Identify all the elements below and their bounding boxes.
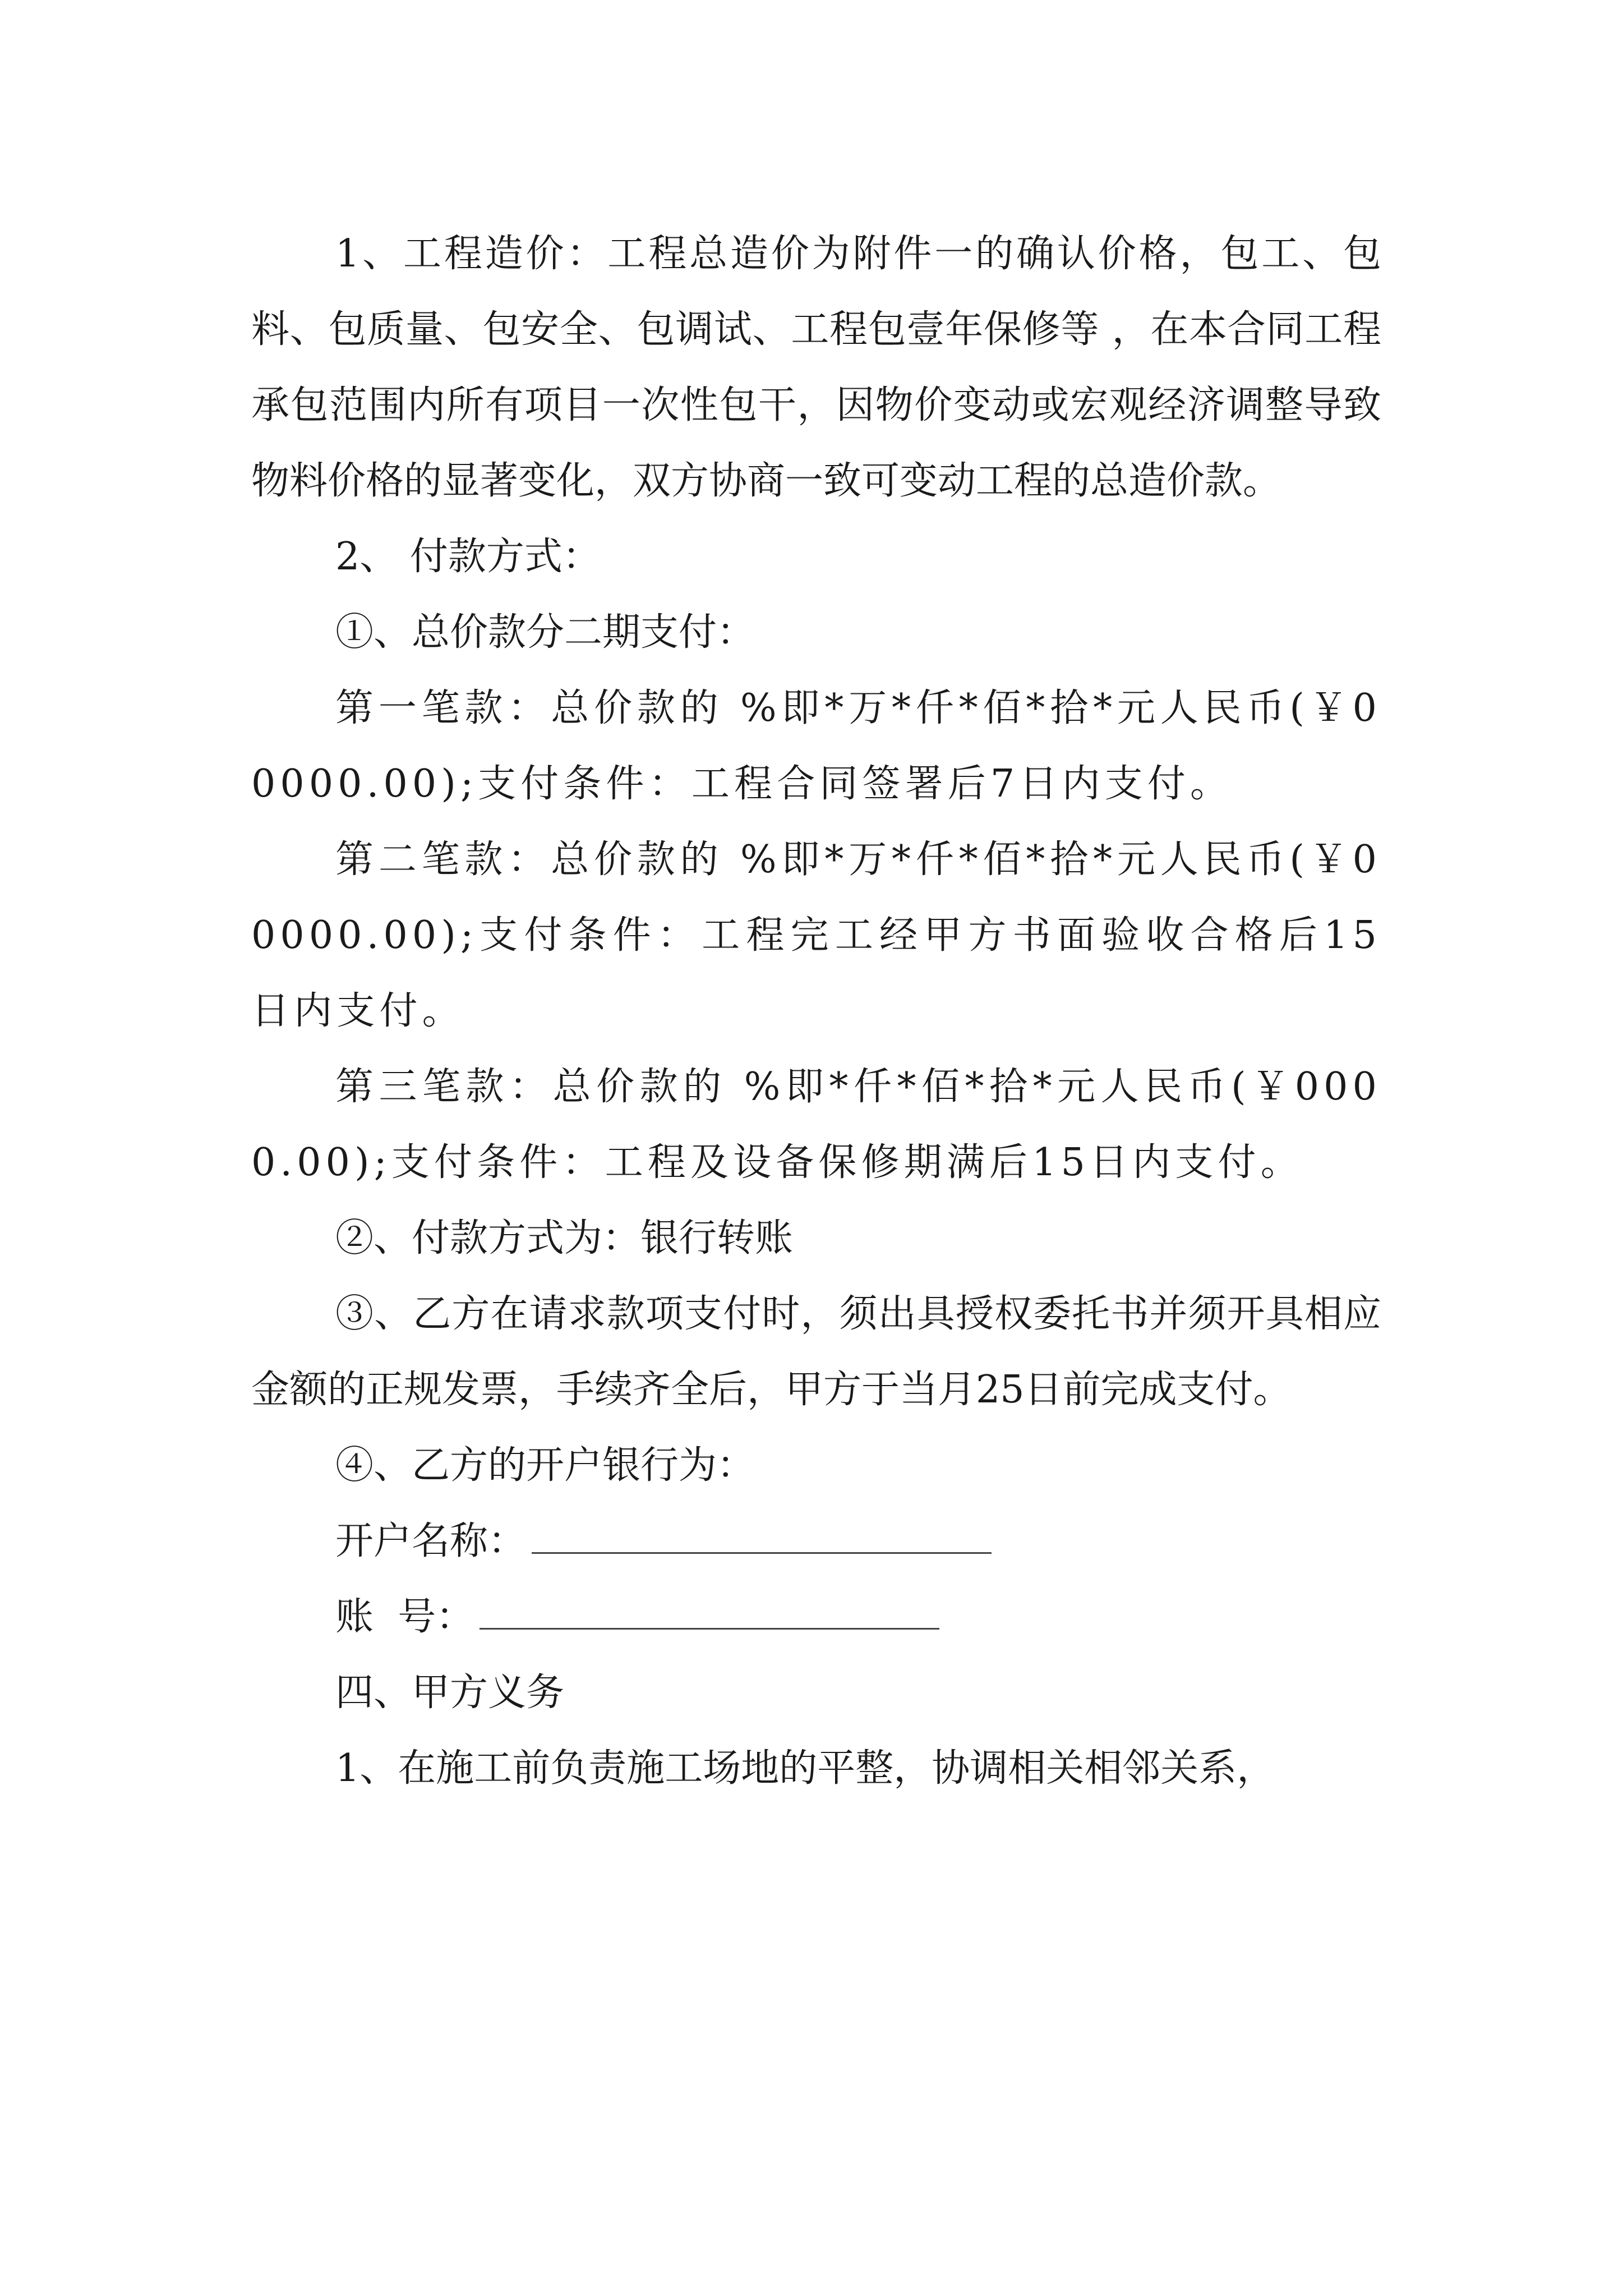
paragraph-second-payment: 第二笔款：总价款的 %即*万*仟*佰*拾*元人民币(￥00000.00);支付条件：工程完工经甲方书面验收合格后15日内支付。 (251, 838, 1381, 1033)
paragraph-transfer-method: ②、付款方式为：银行转账 (335, 1216, 794, 1260)
document-body (251, 216, 1381, 1806)
paragraph-payment-method-heading: 2、 付款方式： (335, 535, 601, 579)
section-heading-party-a-obligations: 四、甲方义务 (335, 1671, 565, 1715)
account-name-label: 开户名称： (335, 1519, 527, 1563)
paragraph-site-preparation: 1、在施工前负责施工场地的平整，协调相关相邻关系， (335, 1746, 1275, 1791)
paragraph-bank-heading: ④、乙方的开户银行为： (335, 1443, 755, 1488)
account-number-blank (479, 1595, 939, 1630)
account-name-line (251, 1503, 1381, 1579)
paragraph-third-payment: 第三笔款：总价款的 %即*仟*佰*拾*元人民币(￥0000.00);支付条件：工程及设备保修期满后15日内支付。 (251, 1065, 1381, 1185)
account-name-blank (532, 1520, 992, 1554)
paragraph-project-cost: 1、工程造价：工程总造价为附件一的确认价格，包工、包料、包质量、包安全、包调试、工程包壹年保修等 ，在本合同工程承包范围内所有项目一次性包干，因物价变动或宏观经济调整导致物料价格的显著变化，双方协商一致可变动工程的总造价款。 (251, 232, 1381, 503)
account-number-line (251, 1579, 1381, 1655)
account-number-label: 账 号： (335, 1595, 474, 1639)
paragraph-invoice-requirement: ③、乙方在请求款项支付时，须出具授权委托书并须开具相应金额的正规发票，手续齐全后，甲方于当月25日前完成支付。 (251, 1292, 1381, 1412)
paragraph-installments: ①、总价款分二期支付： (335, 610, 755, 655)
paragraph-first-payment: 第一笔款：总价款的 %即*万*仟*佰*拾*元人民币(￥00000.00);支付条件：工程合同签署后7日内支付。 (251, 686, 1381, 806)
